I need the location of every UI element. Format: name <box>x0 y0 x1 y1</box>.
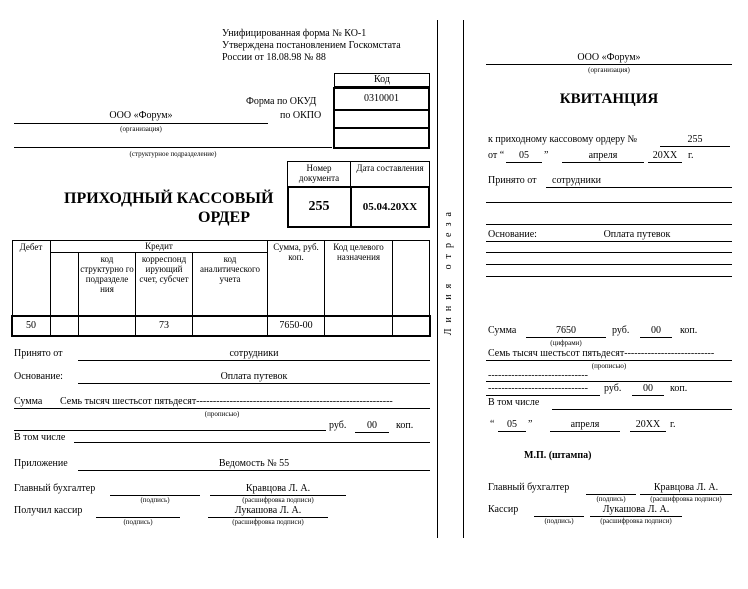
chief-signature-caption: (подпись) <box>140 496 170 504</box>
form-line2: Утверждена постановлением Госкомстата <box>222 40 401 51</box>
receipt-sum-digits: 7650 <box>556 325 576 336</box>
receipt-kop-label-2: коп. <box>670 383 688 394</box>
receipt-year-suffix: г. <box>688 150 694 161</box>
basis-label: Основание: <box>14 371 63 382</box>
receipt-inc-year: 20ХХ <box>635 419 661 430</box>
receipt-basis: Оплата путевок <box>603 229 671 240</box>
receipt-from-quote-close: ” <box>544 150 549 161</box>
receipt-cashier-decode-caption: (расшифровка подписи) <box>600 517 672 525</box>
blank-code-cell <box>333 127 430 149</box>
row-account: 73 <box>159 320 169 331</box>
col-credit: Кредит <box>145 241 173 251</box>
receipt-sum-label: Сумма <box>488 325 517 336</box>
receipt-dash-line-2: ------------------------------ <box>488 383 588 394</box>
receipt-cashier-label: Кассир <box>488 504 519 515</box>
chief-label: Главный бухгалтер <box>14 483 96 494</box>
receipt-chief-label: Главный бухгалтер <box>488 482 570 493</box>
receipt-chief-name: Кравцова Л. А. <box>653 482 719 493</box>
words-caption: (прописью) <box>204 410 240 418</box>
chief-decode-caption: (расшифровка подписи) <box>242 496 314 504</box>
receipt-sum-words: Семь тысяч шестьсот пятьдесят--------------------------- <box>488 348 715 359</box>
cut-divider-right <box>463 20 464 538</box>
form-line3: России от 18.08.98 № 88 <box>222 52 326 63</box>
row-sum: 7650-00 <box>279 320 313 331</box>
col-analytic: код аналитического учета <box>199 254 261 284</box>
title-line1: ПРИХОДНЫЙ КАССОВЫЙ <box>64 190 274 207</box>
okpo-label: по ОКПО <box>280 110 322 121</box>
receipt-inc-month: апреля <box>570 419 600 430</box>
code-header-cell <box>334 73 430 87</box>
receipt-org-name: ООО «Форум» <box>577 52 641 63</box>
title-line2: ОРДЕР <box>198 209 250 226</box>
receipt-rub-label: руб. <box>612 325 630 336</box>
received-from: сотрудники <box>229 348 279 359</box>
okud-cell <box>333 87 430 111</box>
cashier-decode-caption: (расшифровка подписи) <box>232 518 304 526</box>
receipt-received-from: сотрудники <box>552 175 602 186</box>
doc-number-header: Номер документа <box>298 163 340 183</box>
receipt-kop-value: 00 <box>651 325 661 336</box>
doc-date: 05.04.20ХХ <box>362 201 418 213</box>
receipt-day: 05 <box>519 150 529 161</box>
receipt-rub-label-2: руб. <box>604 383 622 394</box>
receipt-to-order-label: к приходному кассовому ордеру № <box>488 134 638 145</box>
rub-label: руб. <box>329 420 347 431</box>
chief-name: Кравцова Л. А. <box>245 483 311 494</box>
okud-value: 0310001 <box>364 93 399 104</box>
received-from-label: Принято от <box>14 348 63 359</box>
receipt-cashier-name: Лукашова Л. А. <box>602 504 670 515</box>
col-account: корреспонд ирующий счет, субсчет <box>139 254 189 284</box>
org-caption: (организация) <box>120 125 162 133</box>
receipt-org-caption: (организация) <box>588 66 630 74</box>
sum-words: Семь тысяч шестьсот пятьдесят----------------------------------------------------------- <box>60 396 393 407</box>
row-debit: 50 <box>26 320 36 331</box>
cashier-signature-caption: (подпись) <box>123 518 153 526</box>
code-label: Код <box>374 74 390 85</box>
receipt-kop-value-2: 00 <box>643 383 653 394</box>
attachment-label: Приложение <box>14 458 68 469</box>
kop-label: коп. <box>396 420 414 431</box>
doc-date-header: Дата составления <box>356 163 424 173</box>
receipt-chief-decode-caption: (расшифровка подписи) <box>650 495 722 503</box>
including-label: В том числе <box>14 432 66 443</box>
receipt-inc-day: 05 <box>507 419 517 430</box>
attachment: Ведомость № 55 <box>218 458 290 469</box>
receipt-kop-label: коп. <box>680 325 698 336</box>
receipt-dash-line-1: ------------------------------ <box>488 370 588 381</box>
receipt-month: апреля <box>588 150 618 161</box>
col-sum: Сумма, руб. коп. <box>273 242 319 262</box>
table-row <box>11 315 431 337</box>
receipt-year: 20ХХ <box>652 150 678 161</box>
org-name: ООО «Форум» <box>109 110 173 121</box>
receipt-words-caption: (прописью) <box>591 362 627 370</box>
division-caption: (структурное подразделение) <box>129 150 217 158</box>
cut-line-label: Линия отреза <box>443 206 454 336</box>
receipt-inc-year-suffix: г. <box>670 419 676 430</box>
kop-value: 00 <box>367 420 377 431</box>
receipt-from-label: от “ <box>488 150 505 161</box>
receipt-chief-signature-caption: (подпись) <box>596 495 626 503</box>
cashier-received-label: Получил кассир <box>14 505 83 516</box>
doc-number: 255 <box>308 199 330 214</box>
cashier-name: Лукашова Л. А. <box>234 505 302 516</box>
receipt-basis-label: Основание: <box>488 229 537 240</box>
okud-label: Форма по ОКУД <box>246 96 317 107</box>
receipt-order-number: 255 <box>687 134 703 145</box>
receipt-inc-open: “ <box>490 419 495 430</box>
sum-label: Сумма <box>14 396 43 407</box>
receipt-cashier-signature-caption: (подпись) <box>544 517 574 525</box>
receipt-title: КВИТАНЦИЯ <box>559 91 659 107</box>
receipt-received-from-label: Принято от <box>488 175 537 186</box>
col-debit: Дебет <box>19 242 43 252</box>
col-purpose: Код целевого назначения <box>333 242 384 262</box>
form-line1: Унифицированная форма № КО-1 <box>222 28 367 39</box>
receipt-inc-close: ” <box>528 419 533 430</box>
receipt-digits-caption: (цифрами) <box>550 339 582 347</box>
cut-divider-left <box>437 20 438 538</box>
receipt-including-label: В том числе <box>488 397 540 408</box>
receipt-stamp: М.П. (штампа) <box>524 450 592 461</box>
okpo-cell <box>333 109 430 129</box>
basis: Оплата путевок <box>220 371 288 382</box>
col-structural: код структурно го подразделе ния <box>80 254 134 294</box>
